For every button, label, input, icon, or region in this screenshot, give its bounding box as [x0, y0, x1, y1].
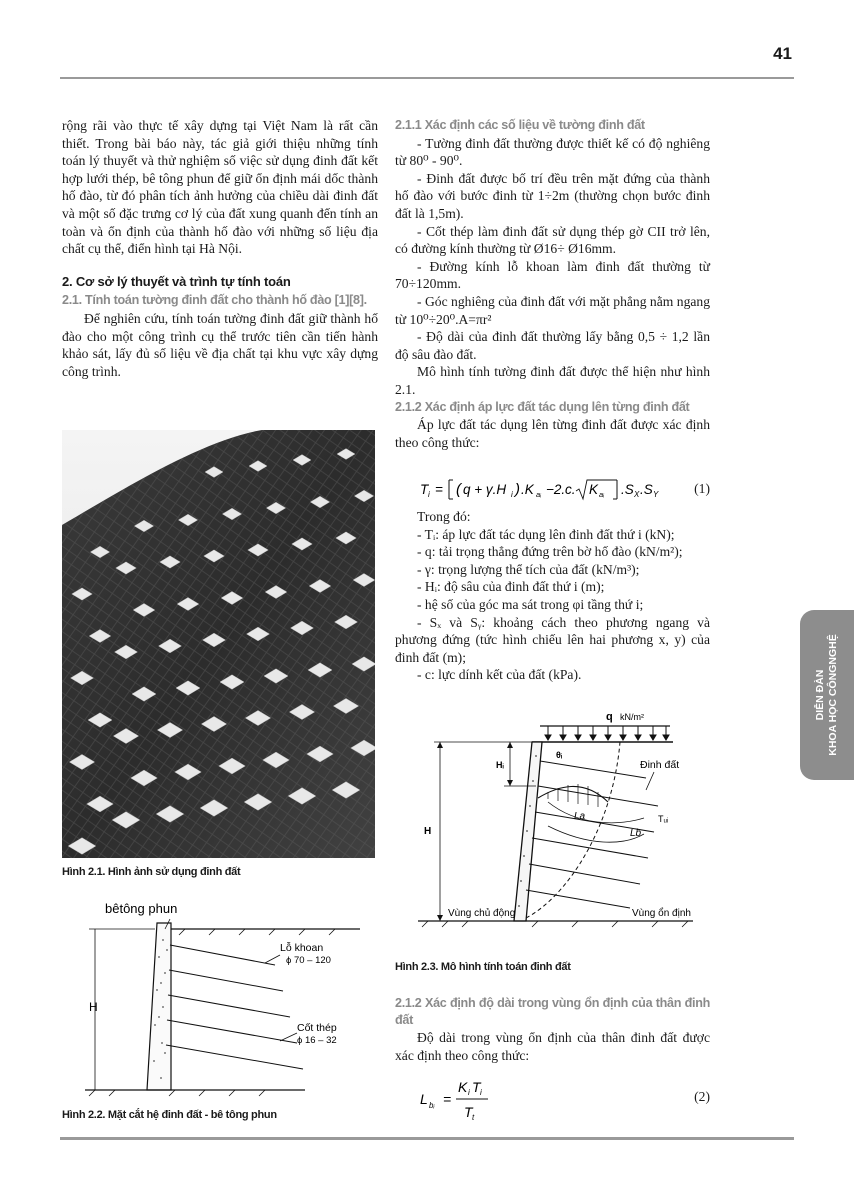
- svg-text:.K: .K: [521, 482, 534, 497]
- p211-item-0: - Tường đinh đất thường được thiết kế có độ nghiêng từ 80⁰ - 90⁰.: [395, 135, 710, 169]
- label-h: H: [424, 826, 432, 837]
- where-item-4: - hệ số của góc ma sát trong φi tầng thứ i;: [417, 596, 644, 612]
- figure-soil-nail-photo: [62, 430, 375, 858]
- svg-text:i: i: [428, 490, 430, 499]
- label-la: La: [574, 811, 586, 822]
- equation-2: [418, 1075, 710, 1125]
- p211-item-2: - Cốt thép làm đinh đất sử dụng thép gờ CII trở lên, có đường kính thường từ Ø16÷ Ø16mm.: [395, 223, 710, 257]
- svg-text:Y: Y: [653, 490, 659, 499]
- figure-nail-calculation-model: [408, 706, 708, 942]
- section-heading: 2. Cơ sở lý thuyết và trình tự tính toán: [62, 273, 291, 289]
- label-nail: Đinh đất: [640, 759, 680, 771]
- left-column: [62, 117, 378, 380]
- equation-1-number: (1): [694, 481, 710, 496]
- where-block: [395, 508, 710, 684]
- right-column: [395, 117, 710, 451]
- label-height: H: [89, 1000, 98, 1014]
- section-2-1-3: [395, 995, 710, 1064]
- svg-text:K: K: [458, 1079, 468, 1095]
- heading-2-1-3: 2.1.2 Xác định độ dài trong vùng ổn định của thân đinh đất: [395, 996, 710, 1027]
- label-rebar: Cốt thép: [297, 1022, 337, 1034]
- svg-text:i: i: [468, 1088, 470, 1097]
- figure3-caption: Hình 2.3. Mô hình tính toán đinh đất: [395, 961, 571, 973]
- label-load-q: q: [606, 711, 613, 723]
- section-side-tab: [800, 610, 854, 780]
- label-lb: Lb: [630, 828, 642, 839]
- label-hi: Hᵢ: [496, 760, 504, 770]
- svg-text:(: (: [456, 481, 461, 498]
- figure-shotcrete-section: [75, 895, 365, 1100]
- label-active-zone: Vùng chủ động: [448, 908, 516, 919]
- p211-item-4: - Góc nghiêng của đinh đất với mặt phẳng nằm ngang từ 10⁰÷20⁰.A=πr²: [395, 293, 710, 327]
- svg-text:T: T: [472, 1079, 481, 1095]
- intro-paragraph: rộng rãi vào thực tế xây dựng tại Việt Nam là rất cần thiết. Trong bài báo này, tác giả giới thiệu những tính toán lý thuyết và thử nghiệm số việc sử dụng đinh đất kết hợp lưới thép, bê tông phun để giữ ổn định mái dốc thành hố đào, từ đó phân tích ảnh hưởng của chiều dài đinh đất và một số đặc trưng cơ lý của đất xung quanh đến tính an toàn và ổn định của thành hố đào với những số liệu địa chất cụ thể, điển hình tại Hà Nội.: [62, 118, 378, 257]
- svg-text:T: T: [464, 1104, 473, 1120]
- bottom-rule: [60, 1137, 794, 1140]
- side-tab-line2: KHOA HỌC CÔNGNGHỆ: [827, 634, 839, 756]
- svg-text:i: i: [511, 490, 513, 499]
- svg-text:−2.: −2.: [546, 482, 566, 497]
- heading-2-1-1: 2.1.1 Xác định các số liệu về tường đinh đất: [395, 118, 645, 132]
- figure1-caption: Hình 2.1. Hình ảnh sử dụng đinh đất: [62, 866, 241, 878]
- svg-text:L: L: [420, 1091, 428, 1107]
- svg-text:): ): [515, 481, 520, 498]
- label-shotcrete: bêtông phun: [105, 901, 178, 916]
- side-tab-line1: DIỄN ĐÀN: [814, 669, 826, 721]
- svg-text:q + γ.H: q + γ.H: [463, 482, 507, 497]
- equation-1: [418, 478, 710, 502]
- label-tui: Tᵤᵢ: [658, 814, 669, 824]
- svg-text:aᵢ: aᵢ: [536, 490, 542, 499]
- svg-text:i: i: [480, 1088, 482, 1097]
- svg-text:c.: c.: [565, 482, 576, 497]
- svg-text:bᵢ: bᵢ: [429, 1101, 435, 1110]
- where-label: Trong đó:: [417, 509, 471, 524]
- label-drill-hole-dim: ϕ 70 – 120: [286, 955, 331, 966]
- where-item-0: - Tᵢ: áp lực đất tác dụng lên đinh đất thứ i (kN);: [417, 526, 675, 542]
- svg-text:aᵢ: aᵢ: [599, 490, 605, 499]
- equation-2-number: (2): [694, 1089, 710, 1104]
- where-item-2: - γ: trọng lượng thể tích của đất (kN/m³);: [417, 561, 640, 577]
- figure2-caption: Hình 2.2. Mặt cắt hệ đinh đất - bê tông phun: [62, 1109, 277, 1121]
- label-theta: θᵢ: [556, 750, 563, 760]
- heading-2-1-2: 2.1.2 Xác định áp lực đất tác dụng lên từng đinh đất: [395, 399, 690, 414]
- p212-intro: Áp lực đất tác dụng lên từng đinh đất được xác định theo công thức:: [395, 417, 710, 450]
- subsection-heading: 2.1. Tính toán tường đinh đất cho thành hố đào [1][8].: [62, 293, 367, 308]
- svg-text:.S: .S: [640, 482, 653, 497]
- p211-item-5: - Độ dài của đinh đất thường lấy bằng 0,5 ÷ 1,2 lần độ sâu đào đất.: [395, 329, 710, 362]
- svg-text:X: X: [634, 490, 640, 499]
- p211-item-6: Mô hình tính tường đinh đất được thể hiện như hình 2.1.: [395, 364, 710, 397]
- page-number: 41: [773, 44, 792, 63]
- svg-text:=: =: [443, 1091, 452, 1107]
- label-rebar-dim: ϕ 16 – 32: [297, 1035, 337, 1046]
- p211-item-1: - Đinh đất được bố trí đều trên mặt đứng của thành hố đào với bước đinh từ 1÷2m (thường chọn bước đinh đất là 1,5m).: [395, 170, 710, 221]
- label-stable-zone: Vùng ổn định: [632, 908, 691, 919]
- svg-text:T: T: [420, 482, 429, 497]
- svg-text:t: t: [472, 1113, 475, 1122]
- label-drill-hole: Lỗ khoan: [280, 942, 324, 954]
- top-rule: [60, 77, 794, 79]
- svg-text:K: K: [589, 482, 599, 497]
- p211-item-3: - Đường kính lỗ khoan làm đinh đất thường từ 70÷120mm.: [395, 258, 710, 292]
- subsection-paragraph: Để nghiên cứu, tính toán tường đinh đất giữ thành hố đào cho một công trình cụ thể trước tiên cần tiến hành khảo sát, lấy đủ số liệu về địa chất tại khu vực xây dựng công trình.: [62, 310, 378, 379]
- where-item-5: - Sₓ và Sᵧ: khoảng cách theo phương ngang và phương đứng (tức hình chiếu lên hai phương x, y) của đinh đất (m);: [395, 614, 710, 665]
- where-item-1: - q: tải trọng thẳng đứng trên bờ hố đào (kN/m²);: [417, 544, 683, 560]
- svg-text:=: =: [435, 482, 443, 497]
- label-load-unit: kN/m²: [620, 712, 644, 722]
- where-item-6: - c: lực dính kết của đất (kPa).: [417, 667, 582, 683]
- p213: Độ dài trong vùng ổn định của thân đinh đất được xác định theo công thức:: [395, 1030, 710, 1063]
- where-item-3: - Hᵢ: độ sâu của đinh đất thứ i (m);: [417, 579, 605, 595]
- svg-text:.S: .S: [621, 482, 634, 497]
